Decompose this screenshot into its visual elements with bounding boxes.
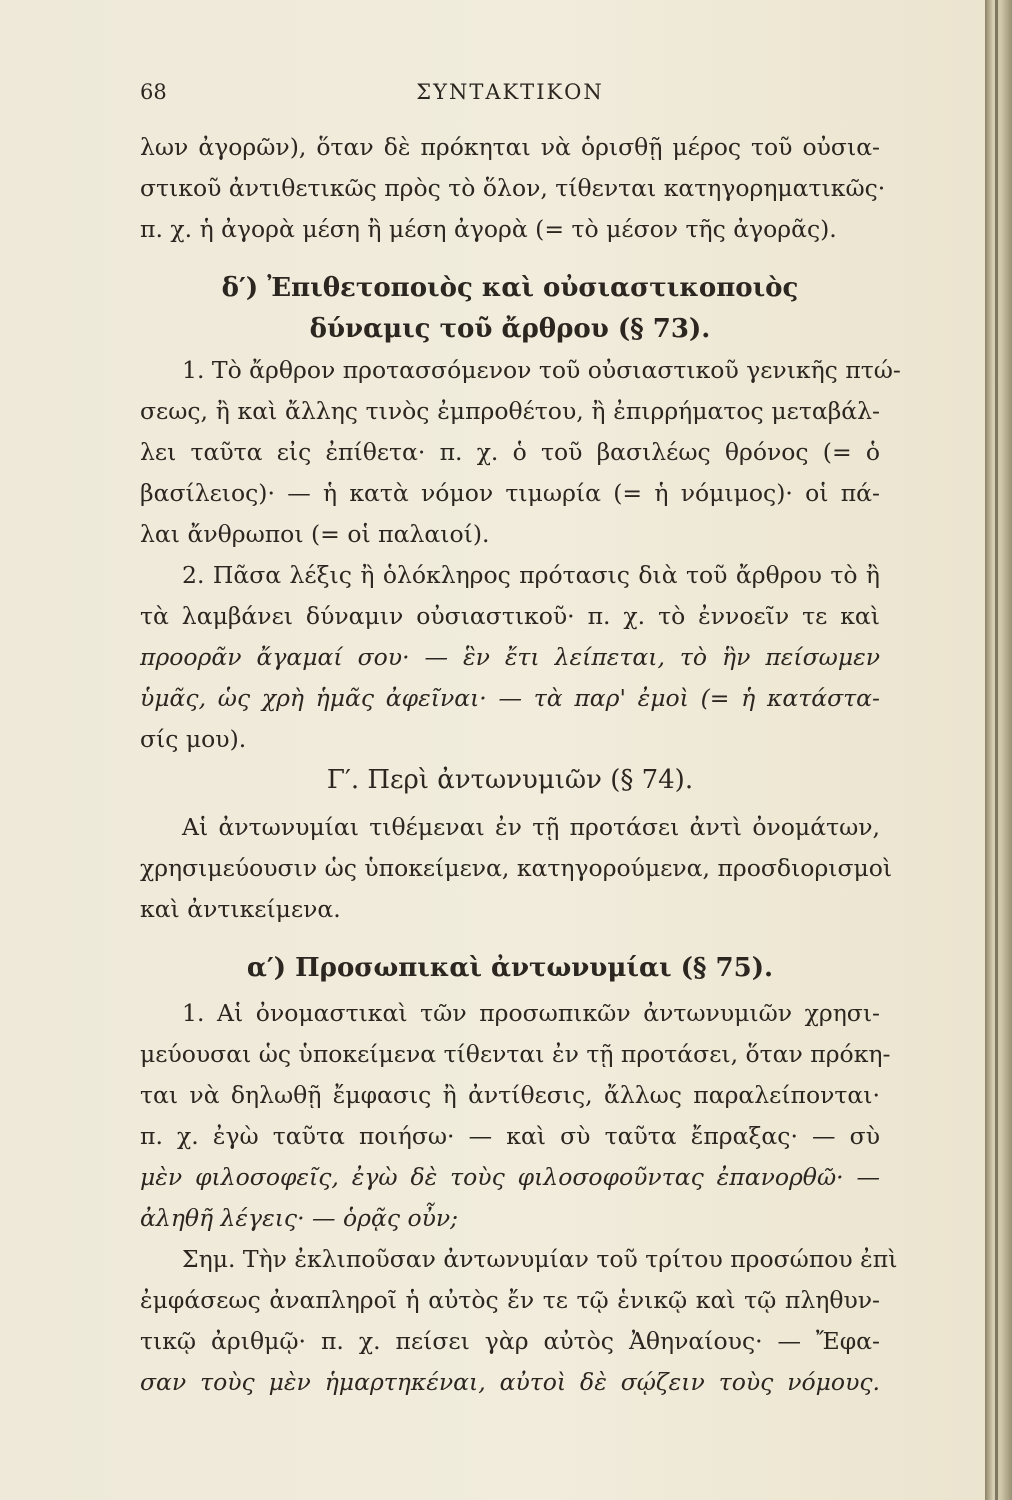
text-line: 1. Αἱ ὀνομαστικαὶ τῶν προσωπικῶν ἀντωνυμιῶν χρησι- [182,999,880,1027]
text-line: τὰ λαμβάνει δύναμιν οὐσιαστικοῦ· π. χ. τὸ ἐννοεῖν τε καὶ [140,602,880,630]
text-line: π. χ. ἐγὼ ταῦτα ποιήσω· — καὶ σὺ ταῦτα ἔπραξας· — σὺ [140,1122,880,1150]
note-line: τικῷ ἀριθμῷ· π. χ. πείσει γὰρ αὐτὸς Ἀθηναίους· — Ἔφα- [140,1327,880,1355]
note-line: Σημ. Τὴν ἐκλιποῦσαν ἀντωνυμίαν τοῦ τρίτου προσώπου ἐπὶ [182,1245,898,1273]
text-line: 2. Πᾶσα λέξις ἢ ὁλόκληρος πρότασις διὰ τοῦ ἄρθρου τὸ ἢ [182,561,880,589]
text-line: προορᾶν ἄγαμαί σου· — ἓν ἔτι λείπεται, τὸ ἣν πείσωμεν [140,643,880,671]
page-header [140,80,880,110]
text-line: ὑμᾶς, ὡς χρὴ ἡμᾶς ἀφεῖναι· — τὰ παρ' ἐμοὶ (= ἡ κατάστα- [140,684,880,712]
note-line: σαν τοὺς μὲν ἡμαρτηκέναι, αὐτοὶ δὲ σῴζειν τοὺς νόμους. [140,1368,880,1396]
text-line: χρησιμεύουσιν ὡς ὑποκείμενα, κατηγορούμενα, προσδιορισμοὶ [140,854,893,882]
text-line: π. χ. ἡ ἀγορὰ μέση ἢ μέση ἀγορὰ (= τὸ μέσον τῆς ἀγορᾶς). [140,215,837,243]
text-line: μεύουσαι ὡς ὑποκείμενα τίθενται ἐν τῇ προτάσει, ὅταν πρόκη- [140,1040,891,1068]
running-title: ΣΥΝΤΑΚΤΙΚΟΝ [416,80,604,104]
text-line: βασίλειος)· — ἡ κατὰ νόμον τιμωρία (= ἡ νόμιμος)· οἱ πά- [140,479,880,507]
text-line: σεως, ἢ καὶ ἄλλης τινὸς ἐμπροθέτου, ἢ ἐπιρρήματος μεταβάλ- [140,397,880,425]
section-heading: α′) Προσωπικαὶ ἀντωνυμίαι (§ 75). [246,953,774,983]
section-heading: δύναμις τοῦ ἄρθρου (§ 73). [309,314,711,344]
text-line: στικοῦ ἀντιθετικῶς πρὸς τὸ ὅλον, τίθενται κατηγορηματικῶς· [140,174,886,202]
text-line: λαι ἄνθρωποι (= οἱ παλαιοί). [140,520,490,548]
note-line: ἐμφάσεως ἀναπληροῖ ἡ αὐτὸς ἔν τε τῷ ἑνικῷ καὶ τῷ πληθυν- [140,1286,880,1314]
text-line: σίς μου). [140,725,247,753]
text-line: Αἱ ἀντωνυμίαι τιθέμεναι ἐν τῇ προτάσει ἀντὶ ὀνομάτων, [182,813,880,841]
text-line: καὶ ἀντικείμενα. [140,895,341,923]
text-line: μὲν φιλοσοφεῖς, ἐγὼ δὲ τοὺς φιλοσοφοῦντας ἐπανορθῶ· — [140,1163,880,1191]
text-line: ἀληθῆ λέγεις· — ὁρᾷς οὖν; [140,1204,459,1232]
page-body [140,127,901,1403]
text-line: 1. Τὸ ἄρθρον προτασσόμενον τοῦ οὐσιαστικοῦ γενικῆς πτώ- [182,356,901,384]
text-line: λει ταῦτα εἰς ἐπίθετα· π. χ. ὁ τοῦ βασιλέως θρόνος (= ὁ [140,438,880,466]
text-line: ται νὰ δηλωθῇ ἔμφασις ἢ ἀντίθεσις, ἄλλως παραλείπονται· [140,1081,880,1109]
chapter-heading: Γ′. Περὶ ἀντωνυμιῶν (§ 74). [326,765,694,795]
page-number: 68 [140,80,167,104]
book-spine-edge [985,0,1012,1500]
section-heading: δ′) Ἐπιθετοποιὸς καὶ οὐσιαστικοποιὸς [221,273,799,303]
text-line: λων ἀγορῶν), ὅταν δὲ πρόκηται νὰ ὁρισθῇ μέρος τοῦ οὐσια- [140,133,880,161]
